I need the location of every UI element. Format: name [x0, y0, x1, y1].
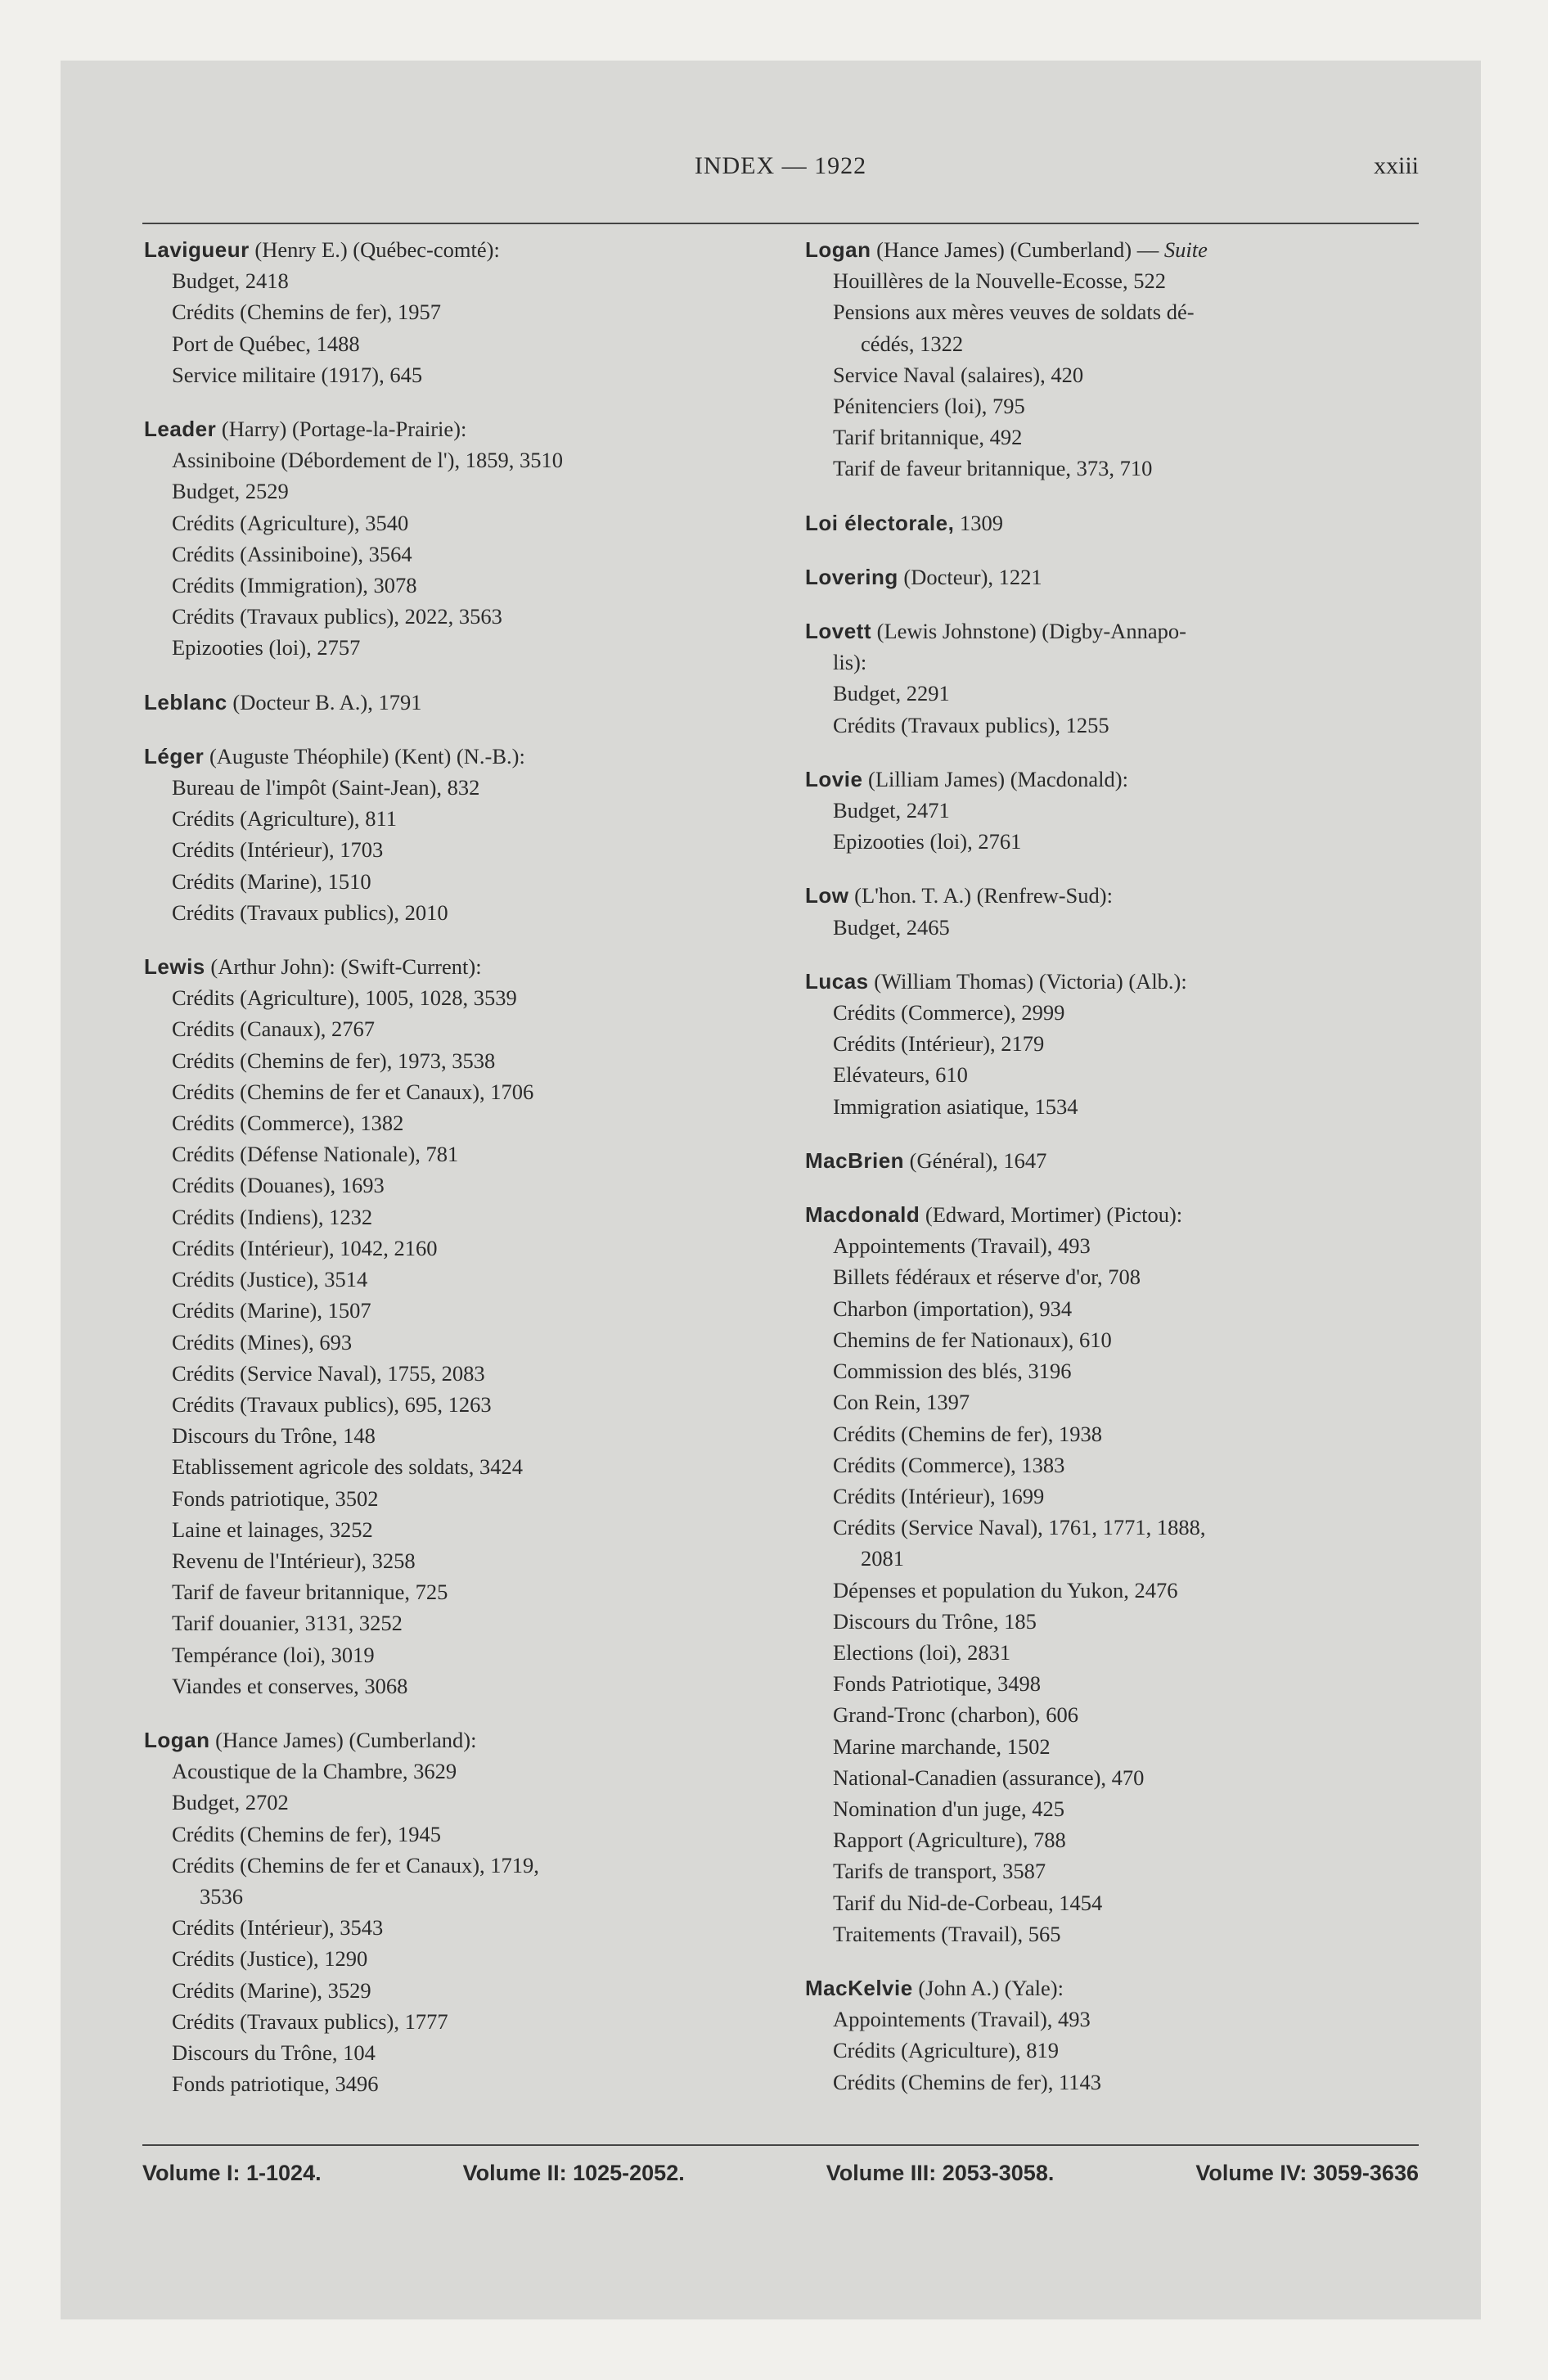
- entry-reference: Crédits (Travaux publics), 2010: [172, 899, 448, 925]
- entry-heading: [805, 234, 1451, 265]
- entry-reference: Budget, 2465: [833, 914, 950, 940]
- header-divider: [142, 223, 1419, 224]
- index-entry: [805, 234, 1451, 485]
- page-number: xxiii: [1373, 152, 1419, 179]
- entry-reference: Crédits (Intérieur), 1703: [172, 837, 384, 863]
- entry-reference: Crédits (Commerce), 1383: [833, 1452, 1065, 1477]
- entry-reference: National-Canadien (assurance), 470: [833, 1765, 1145, 1790]
- entry-reference: Crédits (Justice), 1290: [172, 1946, 368, 1972]
- entry-reference: Viandes et conserves, 3068: [172, 1673, 408, 1698]
- entry-reference: Pénitenciers (loi), 795: [833, 394, 1025, 419]
- entry-heading: [144, 741, 790, 772]
- entry-reference: Crédits (Agriculture), 3540: [172, 510, 409, 535]
- volume-2-range: Volume II: 1025-2052.: [462, 2161, 685, 2185]
- entry-reference: Discours du Trône, 185: [833, 1608, 1037, 1634]
- index-entry: [144, 687, 790, 718]
- index-page: [61, 61, 1481, 2319]
- entry-details: (Auguste Théophile) (Kent) (N.-B.):: [204, 743, 525, 769]
- entry-reference: Fonds patriotique, 3496: [172, 2071, 379, 2097]
- page-header: [142, 152, 1419, 201]
- entry-reference: Dépenses et population du Yukon, 2476: [833, 1577, 1178, 1602]
- entry-heading: [805, 1199, 1451, 1230]
- entry-reference: Tarif de faveur britannique, 373, 710: [833, 456, 1153, 481]
- entry-reference: Epizooties (loi), 2761: [833, 829, 1022, 854]
- entry-reference: Revenu de l'Intérieur), 3258: [172, 1548, 416, 1573]
- entry-name: MacKelvie: [805, 1975, 913, 2000]
- entry-details: (L'hon. T. A.) (Renfrew-Sud):: [848, 883, 1113, 908]
- entry-reference: Crédits (Chemins de fer et Canaux), 1706: [172, 1079, 534, 1104]
- continued-label: Suite: [1163, 237, 1208, 262]
- index-entry: [144, 1724, 790, 2099]
- entry-details: (Docteur), 1221: [898, 564, 1042, 589]
- entry-name: Leader: [144, 417, 217, 442]
- entry-reference: Crédits (Travaux publics), 1255: [833, 712, 1109, 737]
- entry-reference: Budget, 2702: [172, 1790, 289, 1815]
- index-entry: [144, 234, 790, 390]
- entry-reference: Tarif du Nid-de-Corbeau, 1454: [833, 1890, 1103, 1915]
- entry-heading: [805, 764, 1451, 795]
- entry-reference-continued: 2081: [861, 1546, 904, 1571]
- entry-heading: [805, 615, 1451, 647]
- entry-reference: Crédits (Douanes), 1693: [172, 1173, 385, 1198]
- entry-reference: Crédits (Travaux publics), 1777: [172, 2008, 448, 2034]
- entry-details: (Docteur B. A.), 1791: [227, 689, 422, 714]
- footer-divider: [142, 2144, 1419, 2146]
- entry-name: Macdonald: [805, 1202, 920, 1228]
- entry-reference: Epizooties (loi), 2757: [172, 635, 361, 660]
- entry-reference: Laine et lainages, 3252: [172, 1517, 373, 1542]
- entry-reference-continued: 3536: [200, 1883, 243, 1909]
- entry-heading: [144, 951, 790, 982]
- entry-details: (William Thomas) (Victoria) (Alb.):: [868, 968, 1187, 994]
- entry-reference: Crédits (Travaux publics), 2022, 3563: [172, 604, 502, 629]
- entry-reference: Crédits (Canaux), 2767: [172, 1016, 376, 1042]
- entry-reference: Immigration asiatique, 1534: [833, 1093, 1078, 1119]
- index-entry: [805, 561, 1451, 593]
- entry-reference: Crédits (Travaux publics), 695, 1263: [172, 1391, 492, 1417]
- entry-details: (Arthur John): (Swift-Current):: [205, 954, 482, 980]
- entry-reference: Acoustique de la Chambre, 3629: [172, 1759, 457, 1784]
- entry-reference: Billets fédéraux et réserve d'or, 708: [833, 1264, 1141, 1290]
- entry-reference: Crédits (Intérieur), 2179: [833, 1031, 1045, 1057]
- entry-name: Lovett: [805, 619, 871, 644]
- entry-name: Lavigueur: [144, 237, 250, 262]
- index-entry: [144, 741, 790, 928]
- index-column-right: [805, 234, 1451, 2121]
- entry-reference: Houillères de la Nouvelle-Ecosse, 522: [833, 268, 1166, 294]
- entry-reference: Elections (loi), 2831: [833, 1639, 1011, 1665]
- entry-reference: Budget, 2471: [833, 798, 950, 823]
- entry-reference: Crédits (Assiniboine), 3564: [172, 541, 412, 566]
- entry-reference: Crédits (Chemins de fer et Canaux), 1719,: [172, 1852, 539, 1877]
- entry-reference: Crédits (Indiens), 1232: [172, 1204, 373, 1229]
- entry-reference: Budget, 2418: [172, 268, 289, 294]
- entry-details: (John A.) (Yale):: [912, 1975, 1064, 2000]
- entry-name: Lovie: [805, 766, 863, 791]
- entry-heading: [805, 966, 1451, 997]
- entry-name: Logan: [144, 1727, 210, 1752]
- entry-heading: [144, 413, 790, 444]
- entry-reference: Elévateurs, 610: [833, 1062, 968, 1088]
- entry-reference: Crédits (Commerce), 1382: [172, 1111, 404, 1136]
- entry-details: (Lilliam James) (Macdonald):: [862, 766, 1128, 791]
- entry-heading: [144, 1724, 790, 1756]
- page-title: INDEX — 1922: [694, 152, 867, 179]
- index-entry: [805, 1972, 1451, 2098]
- entry-reference: Crédits (Chemins de fer), 1945: [172, 1821, 441, 1846]
- entry-reference: Tarif britannique, 492: [833, 425, 1023, 450]
- entry-reference: Con Rein, 1397: [833, 1390, 970, 1415]
- index-entry: [805, 507, 1451, 539]
- entry-reference: Fonds Patriotique, 3498: [833, 1671, 1041, 1697]
- entry-reference: Crédits (Justice), 3514: [172, 1267, 368, 1292]
- entry-name: Lucas: [805, 968, 869, 994]
- volume-footer: [142, 2161, 1419, 2186]
- entry-reference: Crédits (Agriculture), 811: [172, 806, 397, 832]
- entry-reference: Crédits (Mines), 693: [172, 1329, 353, 1355]
- entry-reference: Crédits (Service Naval), 1761, 1771, 1888,: [833, 1515, 1206, 1540]
- entry-reference: Crédits (Service Naval), 1755, 2083: [172, 1360, 485, 1386]
- entry-reference: Service Naval (salaires), 420: [833, 362, 1084, 387]
- entry-reference: Appointements (Travail), 493: [833, 2007, 1091, 2032]
- entry-details: (Lewis Johnstone) (Digby-Annapo-: [871, 619, 1186, 644]
- entry-heading-continued: lis):: [833, 650, 867, 675]
- entry-heading: [144, 687, 790, 718]
- entry-reference: Chemins de fer Nationaux), 610: [833, 1327, 1112, 1352]
- entry-reference: Charbon (importation), 934: [833, 1296, 1073, 1321]
- entry-reference: Commission des blés, 3196: [833, 1359, 1072, 1384]
- index-entry: [805, 1199, 1451, 1950]
- index-column-left: [144, 234, 790, 2122]
- entry-reference: Crédits (Intérieur), 3543: [172, 1915, 384, 1941]
- entry-details: (Harry) (Portage-la-Prairie):: [216, 417, 467, 442]
- entry-name: Logan: [805, 237, 871, 262]
- entry-name: Lovering: [805, 564, 898, 589]
- entry-reference: Crédits (Chemins de fer), 1143: [833, 2069, 1101, 2094]
- entry-reference: Crédits (Marine), 1510: [172, 868, 371, 894]
- entry-reference: Crédits (Intérieur), 1699: [833, 1483, 1045, 1508]
- volume-4-range: Volume IV: 3059-3636: [1195, 2161, 1419, 2185]
- index-entry: [805, 966, 1451, 1122]
- entry-reference: Rapport (Agriculture), 788: [833, 1828, 1066, 1853]
- entry-reference: Crédits (Intérieur), 1042, 2160: [172, 1235, 438, 1260]
- entry-reference: Crédits (Chemins de fer), 1973, 3538: [172, 1048, 496, 1073]
- entry-name: MacBrien: [805, 1147, 905, 1173]
- index-entry: [805, 1145, 1451, 1176]
- index-entry: [805, 615, 1451, 741]
- entry-details: (Edward, Mortimer) (Pictou):: [920, 1202, 1183, 1228]
- entry-reference: Fonds patriotique, 3502: [172, 1485, 379, 1511]
- index-entry: [144, 413, 790, 664]
- index-entry: [144, 951, 790, 1702]
- entry-details: (Hance James) (Cumberland) —: [871, 237, 1164, 262]
- entry-heading: [805, 561, 1451, 593]
- entry-name: Loi électorale,: [805, 510, 955, 535]
- entry-details: (Hance James) (Cumberland):: [209, 1727, 477, 1752]
- entry-reference: Tarif douanier, 3131, 3252: [172, 1611, 403, 1636]
- entry-reference: Port de Québec, 1488: [172, 331, 360, 356]
- volume-3-range: Volume III: 2053-3058.: [826, 2161, 1055, 2185]
- entry-reference: Marine marchande, 1502: [833, 1733, 1051, 1759]
- entry-reference: Traitements (Travail), 565: [833, 1921, 1061, 1946]
- index-entry: [805, 764, 1451, 858]
- entry-reference: Nomination d'un juge, 425: [833, 1796, 1064, 1821]
- entry-reference: Crédits (Marine), 3529: [172, 1977, 371, 2003]
- entry-reference: Tempérance (loi), 3019: [172, 1642, 375, 1667]
- entry-reference: Service militaire (1917), 645: [172, 362, 423, 387]
- entry-reference: Crédits (Marine), 1507: [172, 1298, 371, 1323]
- entry-heading: [805, 1972, 1451, 2004]
- index-entry: [805, 880, 1451, 942]
- entry-heading: [805, 1145, 1451, 1176]
- entry-reference-continued: cédés, 1322: [861, 331, 964, 356]
- entry-reference: Discours du Trône, 148: [172, 1423, 376, 1449]
- entry-reference: Crédits (Défense Nationale), 781: [172, 1142, 459, 1167]
- entry-reference: Crédits (Agriculture), 819: [833, 2038, 1059, 2063]
- entry-reference: Crédits (Immigration), 3078: [172, 573, 417, 598]
- volume-1-range: Volume I: 1-1024.: [142, 2161, 322, 2185]
- entry-details: 1309: [954, 510, 1003, 535]
- entry-reference: Crédits (Agriculture), 1005, 1028, 3539: [172, 985, 517, 1011]
- entry-reference: Budget, 2529: [172, 479, 289, 504]
- entry-reference: Grand-Tronc (charbon), 606: [833, 1702, 1079, 1728]
- entry-heading: [144, 234, 790, 265]
- entry-reference: Crédits (Commerce), 2999: [833, 1000, 1065, 1025]
- entry-reference: Crédits (Chemins de fer), 1938: [833, 1421, 1102, 1446]
- entry-reference: Crédits (Chemins de fer), 1957: [172, 300, 441, 325]
- entry-reference: Etablissement agricole des soldats, 3424: [172, 1454, 524, 1480]
- entry-details: (Henry E.) (Québec-comté):: [249, 237, 500, 262]
- entry-name: Low: [805, 883, 849, 908]
- entry-name: Leblanc: [144, 689, 227, 714]
- entry-name: Léger: [144, 743, 205, 769]
- entry-reference: Pensions aux mères veuves de soldats dé-: [833, 300, 1195, 325]
- entry-reference: Tarifs de transport, 3587: [833, 1859, 1046, 1884]
- entry-heading: [805, 507, 1451, 539]
- entry-reference: Appointements (Travail), 493: [833, 1233, 1091, 1259]
- entry-name: Lewis: [144, 954, 205, 980]
- entry-reference: Bureau de l'impôt (Saint-Jean), 832: [172, 775, 480, 800]
- entry-heading: [805, 880, 1451, 911]
- entry-reference: Assiniboine (Débordement de l'), 1859, 3510: [172, 448, 564, 473]
- entry-reference: Discours du Trône, 104: [172, 2040, 376, 2065]
- entry-details: (Général), 1647: [904, 1147, 1047, 1173]
- entry-reference: Budget, 2291: [833, 681, 950, 706]
- entry-reference: Tarif de faveur britannique, 725: [172, 1580, 448, 1605]
